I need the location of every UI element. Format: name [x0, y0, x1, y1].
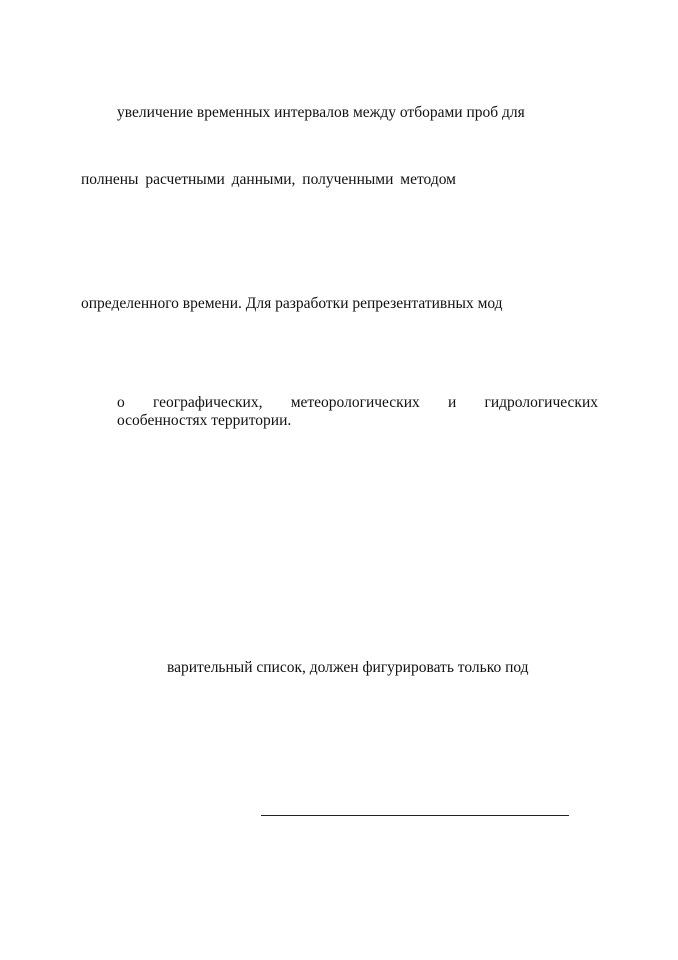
- text-paragraph: [117, 394, 598, 430]
- paragraph-line: о географических, метеорологических и гидрологических: [117, 394, 598, 411]
- text-line: полнены расчетными данными, полученными методом: [81, 171, 456, 188]
- paragraph-line: особенностях территории.: [117, 412, 292, 429]
- text-line: определенного времени. Для разработки репрезентативных мод: [81, 295, 503, 312]
- text-line: варительный список, должен фигурировать только под: [167, 659, 529, 676]
- text-line: увеличение временных интервалов между отборами проб для: [117, 104, 525, 121]
- horizontal-rule: [261, 815, 569, 816]
